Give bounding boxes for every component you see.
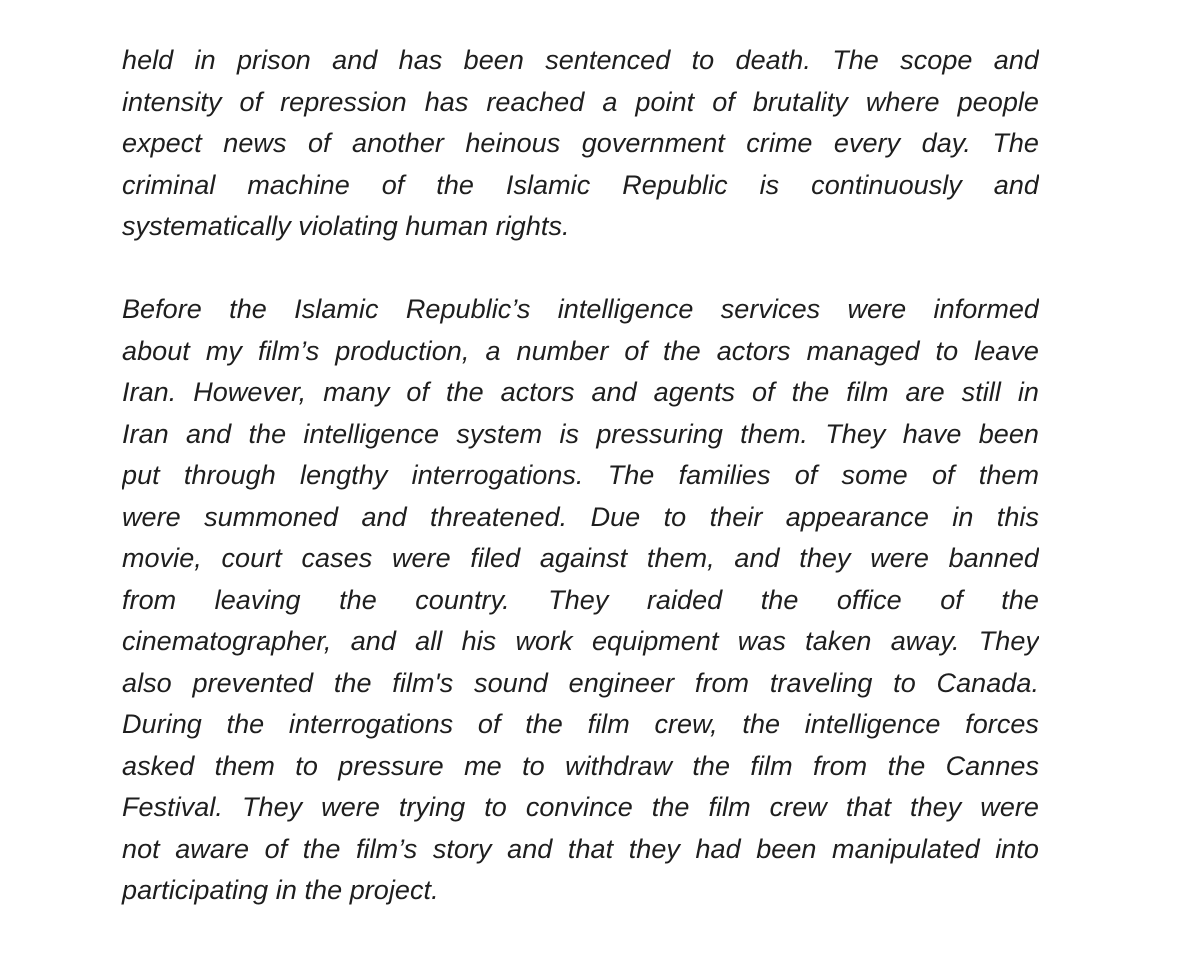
paragraph-line: asked them to pressure me to withdraw the film from the Cannes	[122, 750, 1039, 781]
paragraph-gap	[122, 248, 1039, 290]
paragraph-line: about my film’s production, a number of the actors managed to leave	[122, 335, 1039, 366]
paragraph-line: from leaving the country. They raided the office of the	[122, 584, 1039, 615]
paragraph-line: movie, court cases were filed against them, and they were banned	[122, 543, 1039, 573]
paragraph-line: During the interrogations of the film crew, the intelligence forces	[122, 709, 1039, 739]
paragraph-line: Festival. They were trying to convince the film crew that they were	[122, 792, 1039, 822]
document-body	[122, 40, 1039, 912]
paragraph-line: Iran and the intelligence system is pressuring them. They have been	[122, 418, 1039, 449]
paragraph-line: Before the Islamic Republic’s intelligence services were informed	[122, 294, 1039, 324]
paragraph-line: not aware of the film’s story and that they had been manipulated into	[122, 833, 1039, 864]
paragraph-line: participating in the project.	[122, 875, 439, 905]
paragraph-line: were summoned and threatened. Due to their appearance in this	[122, 501, 1039, 532]
paragraph-line: expect news of another heinous government crime every day. The	[122, 128, 1039, 158]
paragraph-line: systematically violating human rights.	[122, 211, 570, 241]
paragraph-line: intensity of repression has reached a point of brutality where people	[122, 86, 1039, 117]
paragraph-2	[122, 289, 1039, 912]
paragraph-line: cinematographer, and all his work equipment was taken away. They	[122, 626, 1039, 656]
paragraph-line: Iran. However, many of the actors and agents of the film are still in	[122, 377, 1039, 407]
paragraph-line: held in prison and has been sentenced to death. The scope and	[122, 45, 1039, 75]
paragraph-line: put through lengthy interrogations. The families of some of them	[122, 460, 1039, 490]
paragraph-line: criminal machine of the Islamic Republic is continuously and	[122, 169, 1039, 200]
paragraph-line: also prevented the film's sound engineer from traveling to Canada.	[122, 667, 1039, 698]
paragraph-1	[122, 40, 1039, 248]
